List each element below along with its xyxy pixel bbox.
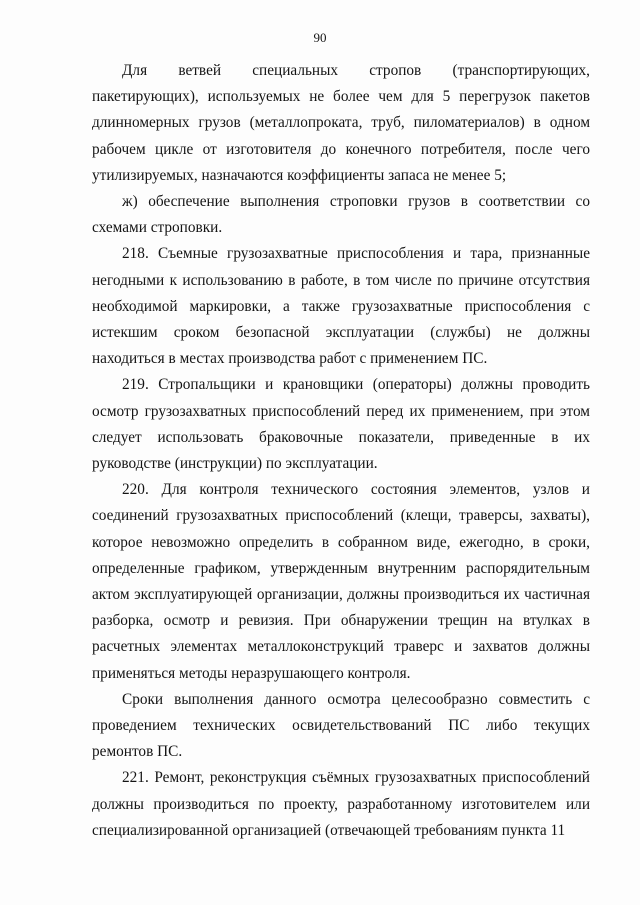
paragraph-219: 219. Стропальщики и крановщики (операторы) должны проводить осмотр грузозахватных приспособлений перед их применением, при этом следует использовать браковочные показатели, приведенные в их руководстве (инструкции) по эксплуатации. xyxy=(92,376,590,473)
document-body xyxy=(92,58,590,844)
paragraph-item-zh: ж) обеспечение выполнения строповки грузов в соответствии со схемами строповки. xyxy=(92,193,590,237)
paragraph-stropes-coefficients: Для ветвей специальных стропов (транспортирующих, пакетирующих), используемых не более чем для 5 перегрузок пакетов длинномерных грузов (металлопроката, труб, пиломатериалов) в одном рабочем цикле от изготовителя до конечного потребителя, после чего утилизируемых, назначаются коэффициенты запаса не менее 5; xyxy=(92,62,590,184)
page-number: 90 xyxy=(313,30,327,45)
paragraph-inspection-terms: Сроки выполнения данного осмотра целесообразно совместить с проведением технических освидетельствований ПС либо текущих ремонтов ПС. xyxy=(92,690,590,761)
paragraph-221: 221. Ремонт, реконструкция съёмных грузозахватных приспособлений должны производиться по проекту, разработанному изготовителем или специализированной организацией (отвечающей требованиям пункта 11 xyxy=(92,769,590,839)
paragraph-218: 218. Съемные грузозахватные приспособления и тара, признанные негодными к использованию в работе, в том числе по причине отсутствия необходимой маркировки, а также грузозахватные приспособления с истекшим сроком безопасной эксплуатации (службы) не должны находиться в местах производства работ с применением ПС. xyxy=(92,245,590,368)
paragraph-220: 220. Для контроля технического состояния элементов, узлов и соединений грузозахватных приспособлений (клещи, траверсы, захваты), которое невозможно определить в собранном виде, ежегодно, в сроки, определенные графиком, утвержденным внутренним распорядительным актом эксплуатирующей организации, должны производиться их частичная разборка, осмотр и ревизия. При обнаружении трещин на втулках в расчетных элементах металлоконструкций траверс и захватов должны применяться методы неразрушающего контроля. xyxy=(92,481,590,682)
